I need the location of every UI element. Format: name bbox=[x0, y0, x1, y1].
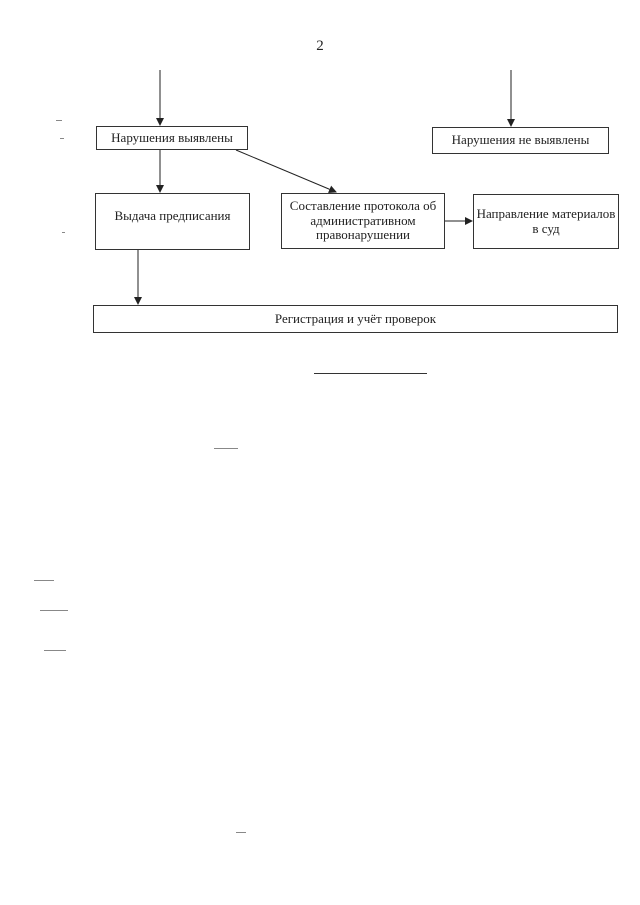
node-registration bbox=[93, 305, 618, 333]
node-protocol bbox=[281, 193, 445, 249]
scan-speck bbox=[214, 448, 238, 449]
arrow-found-to-protocol bbox=[236, 150, 336, 192]
node-protocol-label: Составление протокола об административном правонарушении bbox=[289, 197, 437, 243]
node-issue-order bbox=[95, 193, 250, 250]
scan-speck bbox=[62, 232, 65, 233]
separator-line bbox=[314, 373, 427, 374]
node-violations-found-label: Нарушения выявлены bbox=[111, 129, 233, 145]
scan-speck bbox=[56, 120, 62, 121]
scan-speck bbox=[60, 138, 64, 139]
node-violations-not-found bbox=[432, 127, 609, 154]
node-violations-not-found-label: Нарушения не выявлены bbox=[451, 132, 590, 148]
node-registration-label: Регистрация и учёт проверок bbox=[274, 310, 437, 326]
node-violations-found bbox=[96, 126, 248, 150]
node-court-label: Направление материалов в суд bbox=[476, 205, 616, 236]
scan-speck bbox=[34, 580, 54, 581]
page-number: 2 bbox=[316, 38, 324, 54]
node-court bbox=[473, 194, 619, 249]
scan-speck bbox=[40, 610, 68, 611]
node-issue-order-label: Выдача предписания bbox=[114, 208, 231, 223]
scan-speck bbox=[236, 832, 246, 833]
scan-speck bbox=[44, 650, 66, 651]
